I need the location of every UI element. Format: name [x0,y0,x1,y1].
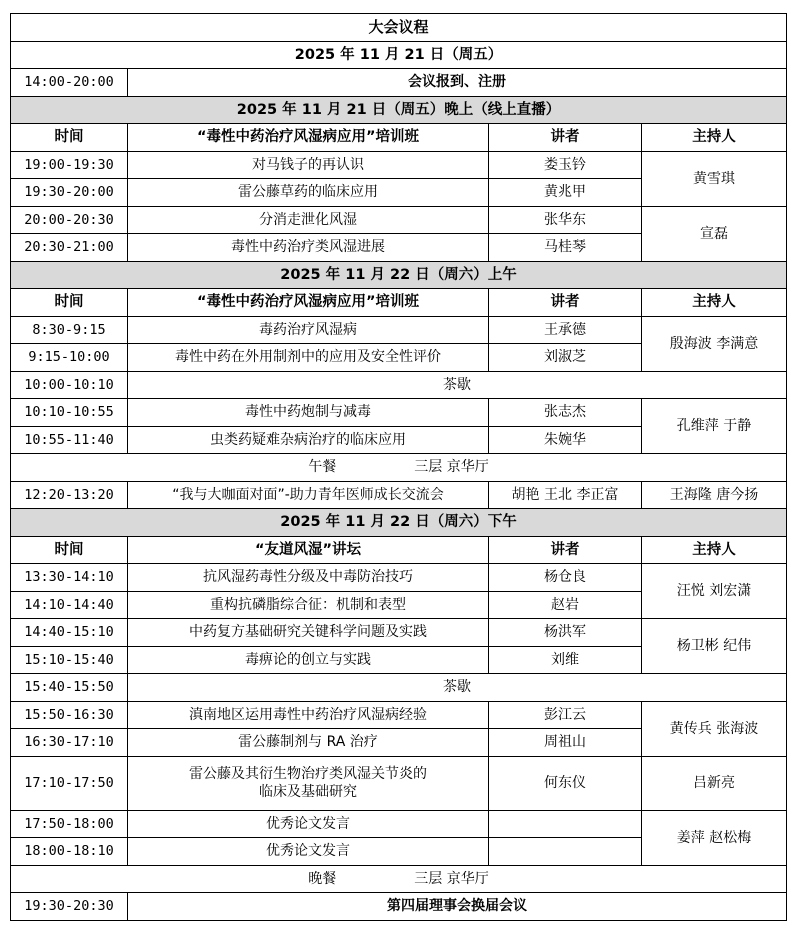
session-speaker: 刘淑芝 [489,344,642,372]
forum-time: 12:20-13:20 [11,481,128,509]
evening-header-row [11,124,787,152]
session-topic: 重构抗磷脂综合征：机制和表型 [128,591,489,619]
session-topic-line-2: 临床及基础研究 [259,784,357,800]
session-topic: 毒痹论的创立与实践 [128,646,489,674]
session-time: 17:50-18:00 [11,810,128,838]
session-time: 19:00-19:30 [11,151,128,179]
table-row [11,316,787,344]
header-time: 时间 [11,124,128,152]
session-topic: 抗风湿药毒性分级及中毒防治技巧 [128,564,489,592]
agenda-title: 大会议程 [11,14,787,42]
title-row [11,14,787,42]
table-row [11,206,787,234]
session-host: 吕新亮 [642,756,787,810]
table-row [11,619,787,647]
session-speaker: 张华东 [489,206,642,234]
dinner-venue: 三层 京华厅 [414,870,489,887]
header-host: 主持人 [642,536,787,564]
header-topic: “毒性中药治疗风湿病应用”培训班 [128,124,489,152]
registration-label: 会议报到、注册 [128,69,787,97]
evening-date: 2025 年 11 月 21 日（周五）晚上（线上直播） [11,96,787,124]
session-speaker: 马桂琴 [489,234,642,262]
table-row [11,399,787,427]
session-time: 17:10-17:50 [11,756,128,810]
lunch-row [11,454,787,482]
header-time: 时间 [11,289,128,317]
agenda-table [10,13,787,921]
session-host: 杨卫彬 纪伟 [642,619,787,674]
session-host: 黄雪琪 [642,151,787,206]
session-topic: 毒性中药治疗类风湿进展 [128,234,489,262]
session-topic: 优秀论文发言 [128,838,489,866]
table-row [11,701,787,729]
session-speaker: 娄玉钤 [489,151,642,179]
council-row [11,893,787,921]
forum-speaker: 胡艳 王北 李正富 [489,481,642,509]
dinner-label: 晚餐 [308,870,337,887]
session-speaker [489,810,642,838]
table-row [11,564,787,592]
session-speaker: 黄兆甲 [489,179,642,207]
session-host: 殷海波 李满意 [642,316,787,371]
afternoon-date-row [11,509,787,537]
tea-break-label: 茶歇 [128,674,787,702]
session-time: 20:30-21:00 [11,234,128,262]
session-speaker: 周祖山 [489,729,642,757]
morning-header-row [11,289,787,317]
evening-date-row [11,96,787,124]
session-time: 18:00-18:10 [11,838,128,866]
forum-row [11,481,787,509]
session-topic: 毒性中药炮制与减毒 [128,399,489,427]
session-time: 20:00-20:30 [11,206,128,234]
table-row [11,810,787,838]
session-host: 黄传兵 张海波 [642,701,787,756]
registration-time: 14:00-20:00 [11,69,128,97]
dinner-row [11,865,787,893]
header-speaker: 讲者 [489,536,642,564]
afternoon-header-row [11,536,787,564]
session-topic: 分消走泄化风湿 [128,206,489,234]
session-time: 10:10-10:55 [11,399,128,427]
session-time: 19:30-20:00 [11,179,128,207]
session-topic: 虫类药疑难杂病治疗的临床应用 [128,426,489,454]
session-host: 孔维萍 于静 [642,399,787,454]
header-host: 主持人 [642,289,787,317]
session-speaker [489,838,642,866]
header-topic: “友道风湿”讲坛 [128,536,489,564]
tea-break-row [11,674,787,702]
session-topic-line-1: 雷公藤及其衍生物治疗类风湿关节炎的 [189,766,427,782]
session-topic: 对马钱子的再认识 [128,151,489,179]
tea-break-time: 10:00-10:10 [11,371,128,399]
session-topic: 雷公藤制剂与 RA 治疗 [128,729,489,757]
session-speaker: 赵岩 [489,591,642,619]
session-speaker: 朱婉华 [489,426,642,454]
session-topic: 雷公藤草药的临床应用 [128,179,489,207]
session-topic: 滇南地区运用毒性中药治疗风湿病经验 [128,701,489,729]
session-time: 15:10-15:40 [11,646,128,674]
council-time: 19:30-20:30 [11,893,128,921]
session-topic: 毒药治疗风湿病 [128,316,489,344]
session-time: 9:15-10:00 [11,344,128,372]
session-speaker: 张志杰 [489,399,642,427]
session-speaker: 杨洪军 [489,619,642,647]
session-host: 姜萍 赵松梅 [642,810,787,865]
dinner-cell [11,865,787,893]
session-topic [128,756,489,810]
header-time: 时间 [11,536,128,564]
lunch-cell [11,454,787,482]
session-speaker: 刘维 [489,646,642,674]
session-speaker: 杨仓良 [489,564,642,592]
session-host: 汪悦 刘宏潇 [642,564,787,619]
session-speaker: 何东仪 [489,756,642,810]
header-speaker: 讲者 [489,124,642,152]
lunch-venue: 三层 京华厅 [414,459,489,476]
session-time: 13:30-14:10 [11,564,128,592]
session-time: 14:40-15:10 [11,619,128,647]
council-label: 第四届理事会换届会议 [128,893,787,921]
session-speaker: 王承德 [489,316,642,344]
session-topic: 毒性中药在外用制剂中的应用及安全性评价 [128,344,489,372]
afternoon-date: 2025 年 11 月 22 日（周六）下午 [11,509,787,537]
session-time: 10:55-11:40 [11,426,128,454]
session-topic: 优秀论文发言 [128,810,489,838]
session-time: 15:50-16:30 [11,701,128,729]
tea-break-time: 15:40-15:50 [11,674,128,702]
day1-date: 2025 年 11 月 21 日（周五） [11,41,787,69]
morning-date-row [11,261,787,289]
session-speaker: 彭江云 [489,701,642,729]
header-speaker: 讲者 [489,289,642,317]
session-host: 宣磊 [642,206,787,261]
session-topic: 中药复方基础研究关键科学问题及实践 [128,619,489,647]
table-row [11,756,787,810]
header-host: 主持人 [642,124,787,152]
day1-date-row [11,41,787,69]
forum-topic: “我与大咖面对面”-助力青年医师成长交流会 [128,481,489,509]
session-time: 8:30-9:15 [11,316,128,344]
morning-date: 2025 年 11 月 22 日（周六）上午 [11,261,787,289]
session-time: 14:10-14:40 [11,591,128,619]
tea-break-row [11,371,787,399]
table-row [11,151,787,179]
session-time: 16:30-17:10 [11,729,128,757]
registration-row [11,69,787,97]
lunch-label: 午餐 [308,459,337,476]
tea-break-label: 茶歇 [128,371,787,399]
header-topic: “毒性中药治疗风湿病应用”培训班 [128,289,489,317]
forum-host: 王海隆 唐今扬 [642,481,787,509]
